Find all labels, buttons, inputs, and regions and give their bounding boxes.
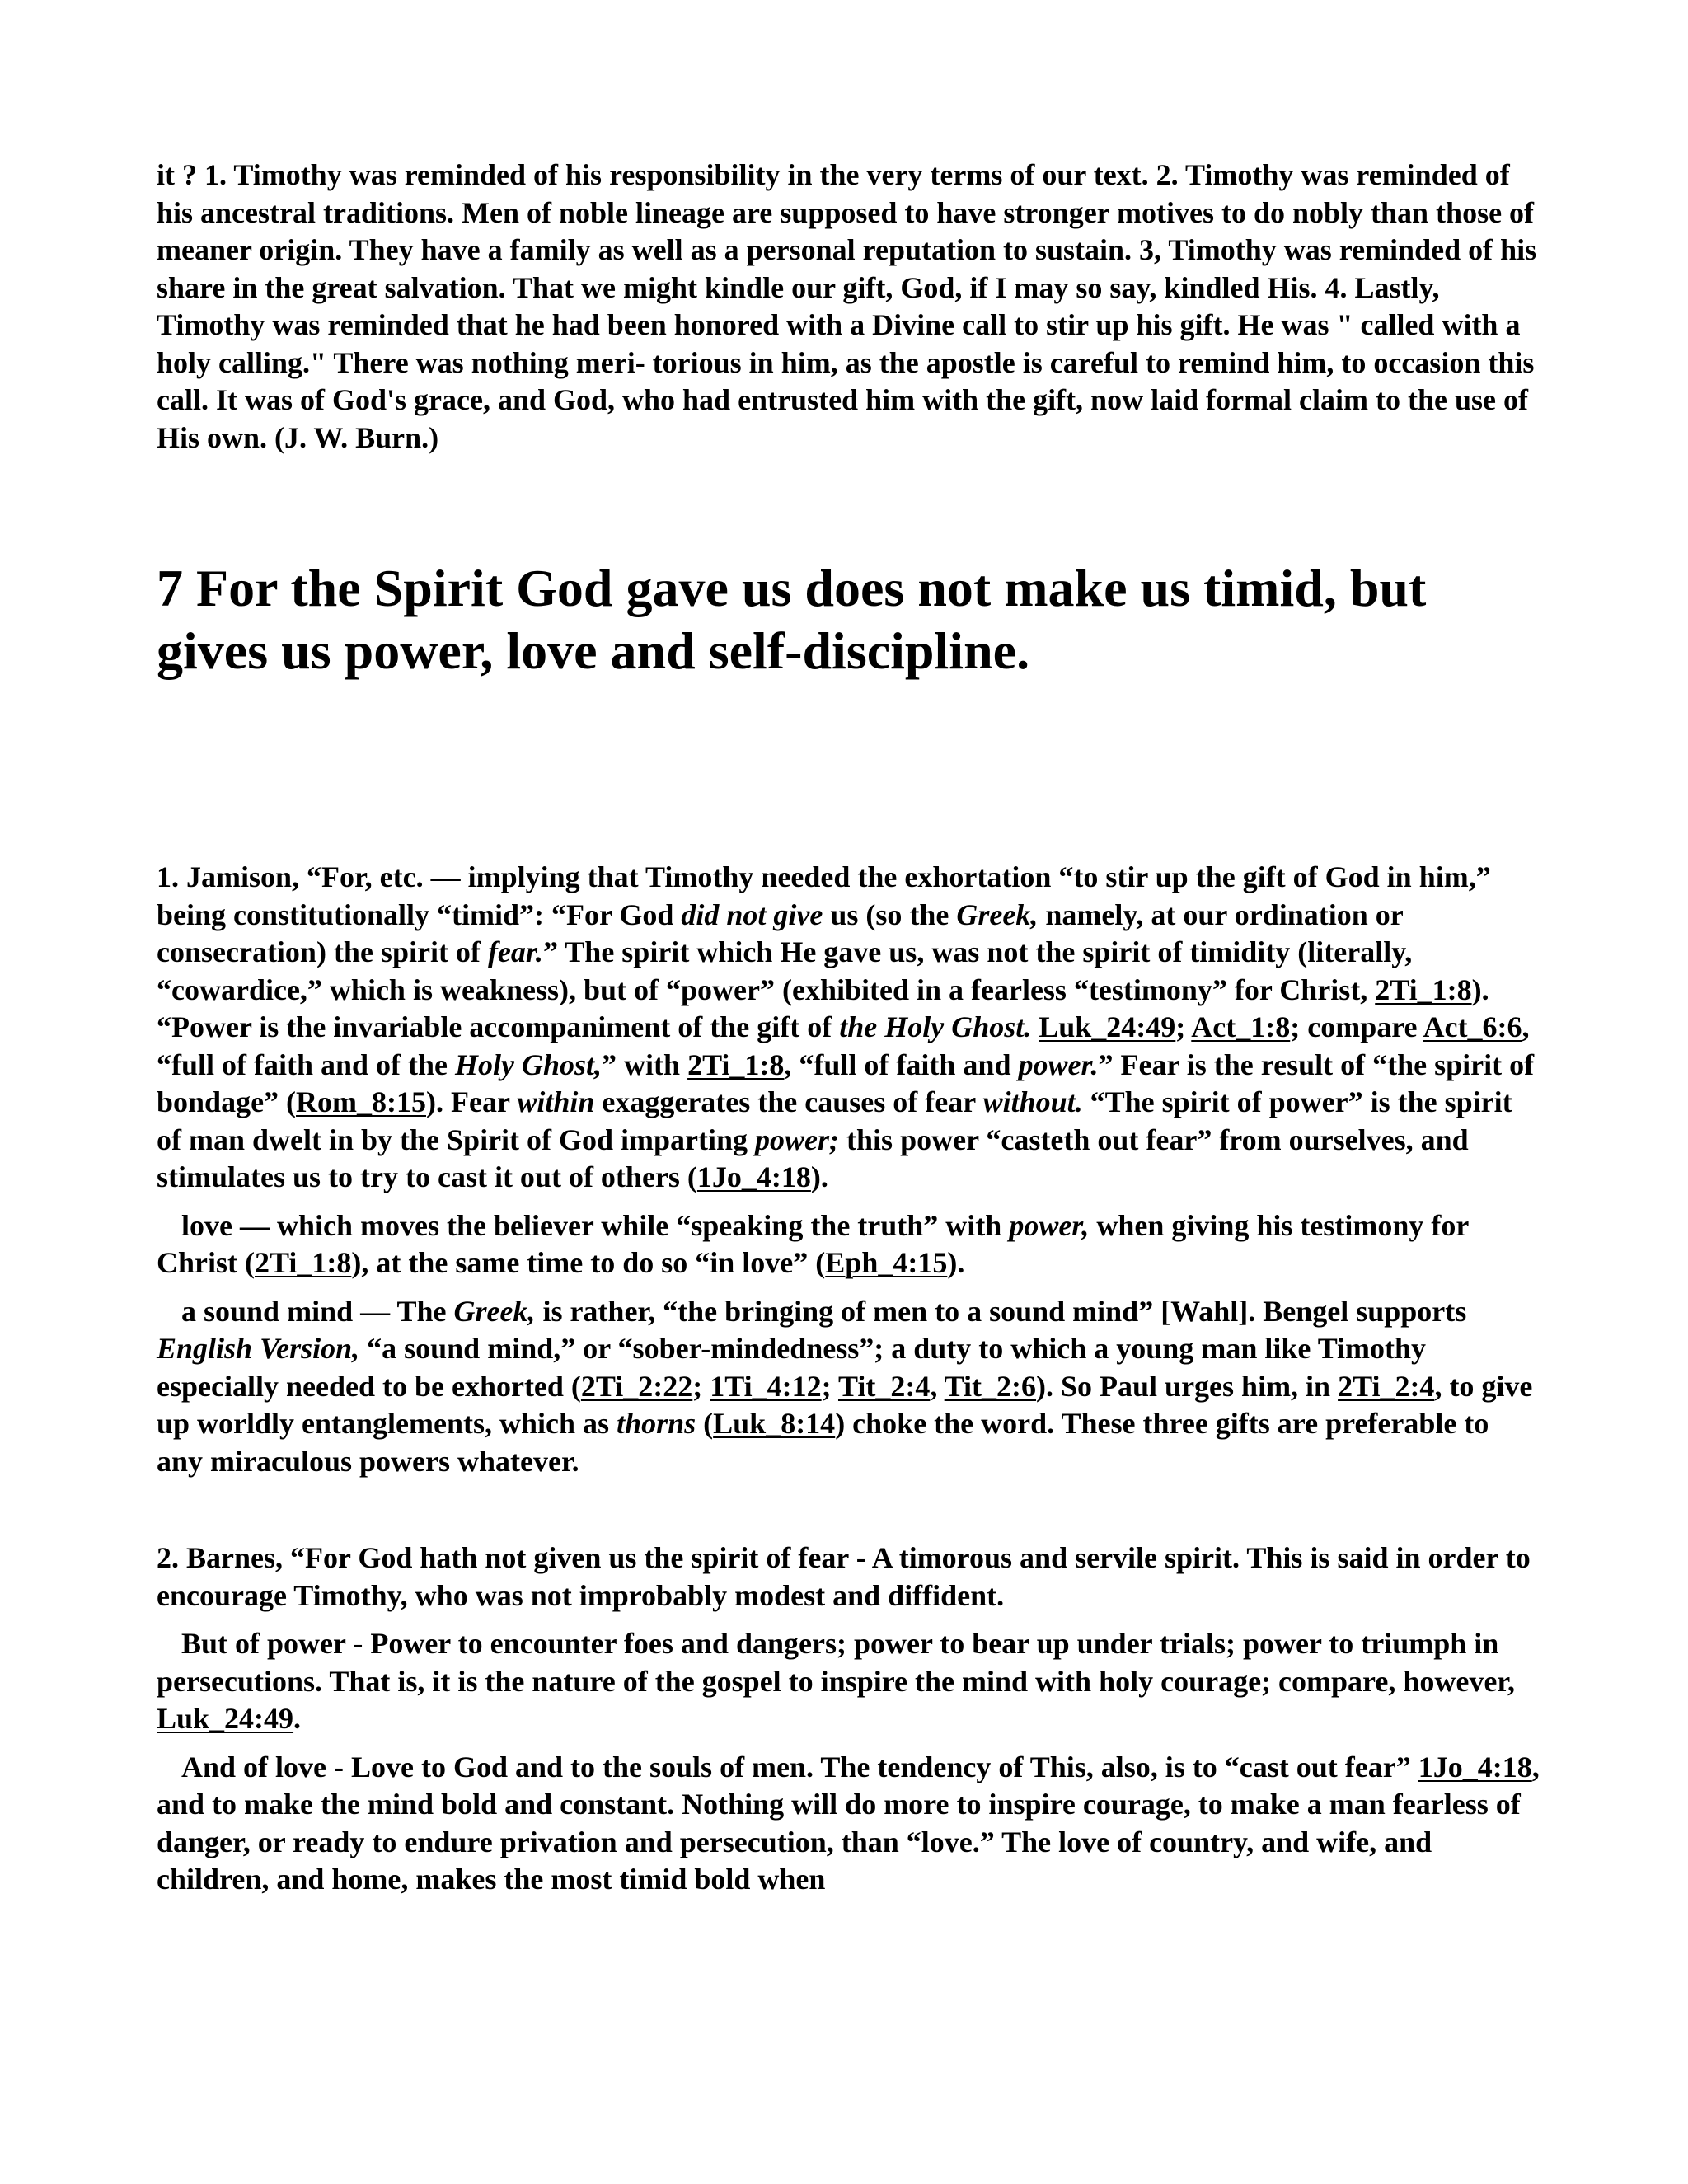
jamison-paragraph-3: a sound mind — The Greek, is rather, “the bringing of men to a sound mind” [Wahl]. Bengel supports English Version, “a sound mind,” or “sober-mindedness”; a duty to which a young man like Timothy especially needed to be exhorted (2Ti_2:22; 1Ti_4:12; Tit_2:4, Tit_2:6). So Paul urges him, in 2Ti_2:4, to give up worldly entanglements, which as thorns (Luk_8:14) choke the word. These three gifts are preferable to any miraculous powers whatever.	[157, 1294, 1533, 1478]
scripture-link[interactable]: Luk_24:49	[1039, 1010, 1176, 1043]
scripture-link[interactable]: Eph_4:15	[825, 1246, 948, 1279]
barnes-paragraph-3: And of love - Love to God and to the souls of men. The tendency of This, also, is to “cast out fear” 1Jo_4:18, and to make the mind bold and constant. Nothing will do more to inspire courage, to make a man fearless of danger, or ready to endure privation and persecution, than “love.” The love of country, and wife, and children, and home, makes the most timid bold when	[157, 1750, 1540, 1896]
scripture-link[interactable]: Luk_24:49	[157, 1702, 294, 1735]
scripture-link[interactable]: 2Ti_2:22	[580, 1369, 693, 1403]
scripture-link[interactable]: Luk_8:14	[713, 1407, 836, 1440]
scripture-link[interactable]: Tit_2:4	[837, 1369, 931, 1403]
jamison-paragraph-1: 1. Jamison, “For, etc. — implying that Timothy needed the exhortation “to stir up the gift of God in him,” being constitutionally “timid”: “For God did not give us (so the Greek, namely, at our ordination or consecration) the spirit of fear.” The spirit which He gave us, was not the spirit of timidity (literally, “cowardice,” which is weakness), but of “power” (exhibited in a fearless “testimony” for Christ, 2Ti_1:8). “Power is the invariable accompaniment of the gift of the Holy Ghost. Luk_24:49; Act_1:8; compare Act_6:6, “full of faith and of the Holy Ghost,” with 2Ti_1:8, “full of faith and power.” Fear is the result of “the spirit of bondage” (Rom_8:15). Fear within exaggerates the causes of fear without. “The spirit of power” is the spirit of man dwelt in by the Spirit of God imparting power; this power “casteth out fear” from ourselves, and stimulates us to try to cast it out of others (1Jo_4:18).	[157, 860, 1535, 1193]
scripture-link[interactable]: 1Jo_4:18	[1418, 1750, 1532, 1783]
barnes-paragraph-2: But of power - Power to encounter foes and dangers; power to bear up under trials; power to triumph in persecutions. That is, it is the nature of the gospel to inspire the mind with holy courage; compare, however, Luk_24:49.	[157, 1627, 1515, 1735]
scripture-link[interactable]: 2Ti_1:8	[687, 1047, 785, 1081]
barnes-paragraph-1: 2. Barnes, “For God hath not given us the spirit of fear - A timorous and servile spirit. This is said in order to encourage Timothy, who was not improbably modest and diffident.	[157, 1541, 1531, 1612]
scripture-link[interactable]: 1Jo_4:18	[696, 1160, 811, 1193]
scripture-link[interactable]: Rom_8:15	[296, 1085, 427, 1118]
scripture-link[interactable]: Tit_2:6	[944, 1369, 1037, 1403]
document-page	[157, 157, 1541, 1899]
scripture-link[interactable]: 1Ti_4:12	[710, 1369, 822, 1403]
scripture-link[interactable]: 2Ti_1:8	[1375, 972, 1472, 1006]
scripture-link[interactable]: Act_6:6	[1423, 1010, 1522, 1043]
scripture-link[interactable]: Act_1:8	[1191, 1010, 1291, 1043]
jamison-paragraph-2: love — which moves the believer while “speaking the truth” with power, when giving his testimony for Christ (2Ti_1:8), at the same time to do so “in love” (Eph_4:15).	[157, 1208, 1469, 1279]
intro-paragraph: it ? 1. Timothy was reminded of his responsibility in the very terms of our text. 2. Timothy was reminded of his ancestral traditions. Men of noble lineage are supposed to have stronger motives to do nobly than those of meaner origin. They have a family as well as a personal reputation to sustain. 3, Timothy was reminded of his share in the great salvation. That we might kindle our gift, God, if I may so say, kindled His. 4. Lastly, Timothy was reminded that he had been honored with a Divine call to stir up his gift. He was " called with a holy calling." There was nothing meri- torious in him, as the apostle is careful to remind him, to occasion this call. It was of God's grace, and God, who had entrusted him with the gift, now laid formal claim to the use of His own. (J. W. Burn.)	[157, 158, 1537, 454]
scripture-link[interactable]: 2Ti_1:8	[255, 1246, 352, 1279]
verse-heading: 7 For the Spirit God gave us does not make us timid, but gives us power, love and self-discipline.	[157, 559, 1427, 680]
scripture-link[interactable]: 2Ti_2:4	[1338, 1369, 1435, 1403]
